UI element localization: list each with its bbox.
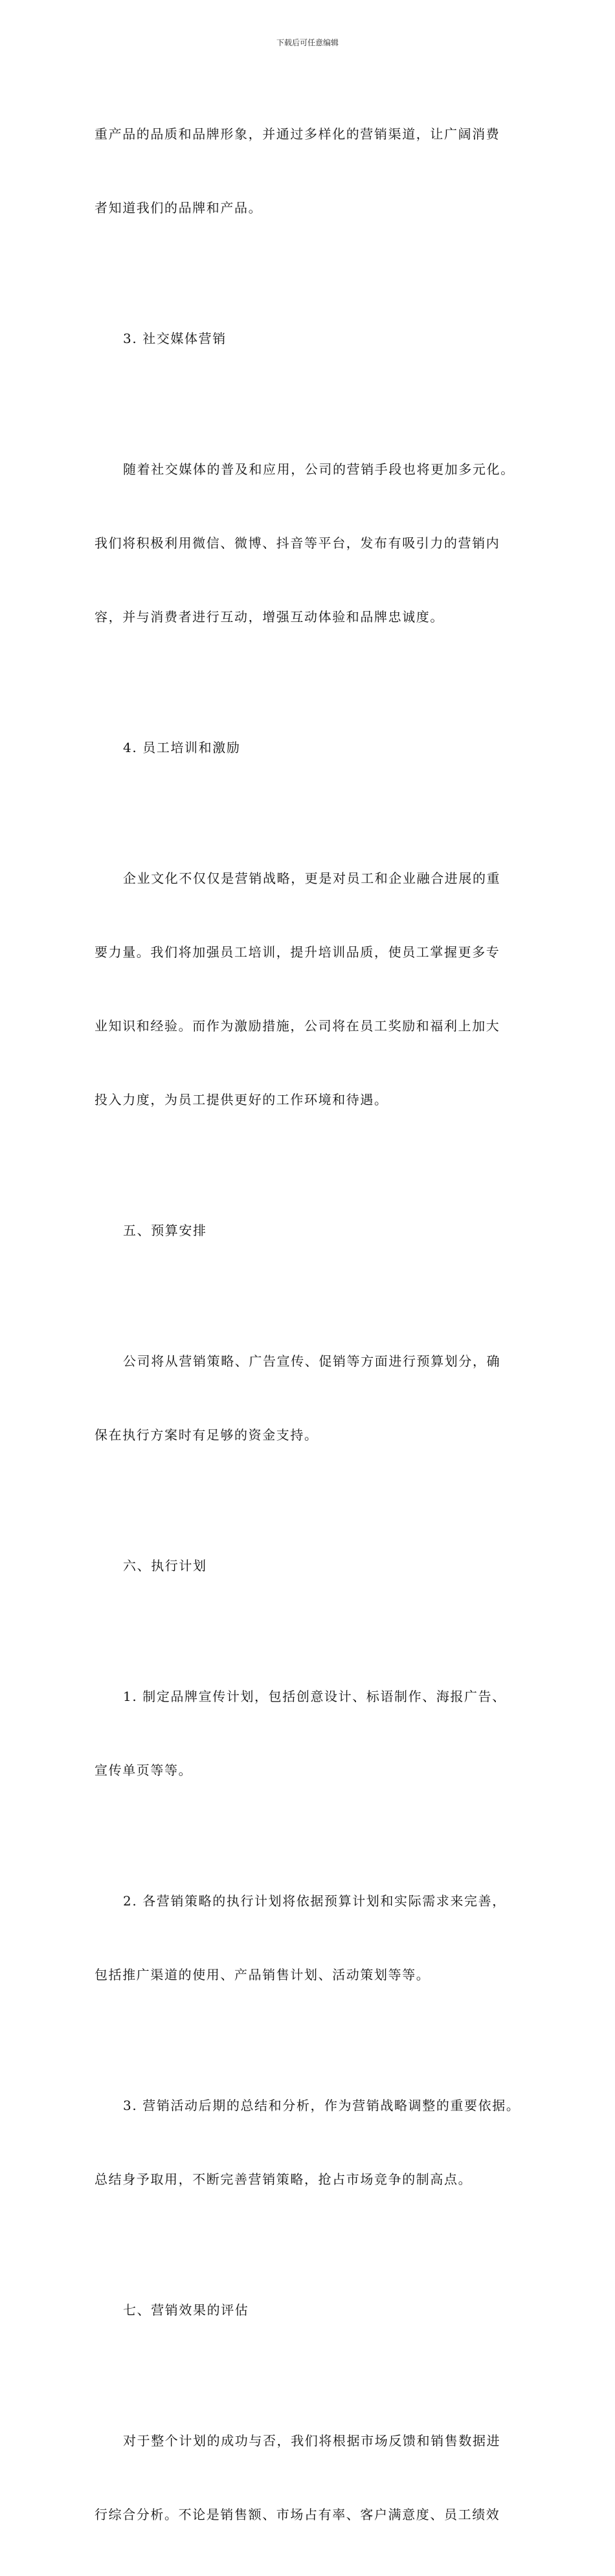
text-line: 容，并与消费者进行互动，增强互动体验和品牌忠诚度。 [95, 609, 444, 625]
section-heading [95, 1504, 528, 1627]
text-line: 对于整个计划的成功与否，我们将根据市场反馈和销售数据进 [123, 2433, 501, 2448]
heading-text: 五、预算安排 [123, 1223, 207, 1238]
heading-text: 七、营销效果的评估 [123, 2302, 249, 2318]
paragraph [95, 1300, 528, 1496]
text-line: 我们将积极利用微信、微博、抖音等平台，发布有吸引力的营销内 [95, 535, 500, 551]
text-line: 行综合分析。不论是销售额、市场占有率、客户满意度、员工绩效 [95, 2507, 500, 2522]
text-line: 者知道我们的品牌和产品。 [95, 200, 263, 216]
text-line: 公司将从营销策略、广告宣传、促销等方面进行预算划分，确 [123, 1353, 501, 1369]
heading-text: 3. 社交媒体营销 [123, 331, 227, 346]
section-heading [95, 686, 528, 809]
paragraph [95, 2044, 528, 2241]
paragraph [95, 1839, 528, 2036]
section-heading [95, 1169, 528, 1292]
text-line: 重产品的品质和品牌形象，并通过多样化的营销渠道，让广阔消费 [95, 126, 500, 142]
paragraph [95, 1635, 528, 1832]
paragraph [95, 72, 528, 269]
section-heading [95, 277, 528, 400]
heading-text: 六、执行计划 [123, 1558, 207, 1573]
text-line: 3. 营销活动后期的总结和分析，作为营销战略调整的重要依据。 [123, 2098, 520, 2113]
text-line: 业知识和经验。而作为激励措施，公司将在员工奖励和福利上加大 [95, 1018, 500, 1034]
paragraph [95, 817, 528, 1161]
text-line: 1. 制定品牌宣传计划，包括创意设计、标语制作、海报广告、 [123, 1689, 506, 1704]
text-line: 2. 各营销策略的执行计划将依据预算计划和实际需求来完善， [123, 1893, 506, 1909]
text-line: 总结身予取用，不断完善营销策略，抢占市场竞争的制高点。 [95, 2171, 473, 2187]
paragraph [95, 408, 528, 678]
text-line: 企业文化不仅仅是营销战略，更是对员工和企业融合进展的重 [123, 871, 501, 886]
text-line: 宣传单页等等。 [95, 1762, 193, 1778]
text-line: 要力量。我们将加强员工培训，提升培训品质，使员工掌握更多专 [95, 944, 500, 960]
text-line: 保在执行方案时有足够的资金支持。 [95, 1427, 319, 1443]
page-header-watermark: 下载后可任意编辑 [276, 38, 339, 47]
text-line: 投入力度，为员工提供更好的工作环境和待遇。 [95, 1092, 388, 1107]
heading-text: 4. 员工培训和激励 [123, 740, 241, 755]
text-line: 包括推广渠道的使用、产品销售计划、活动策划等等。 [95, 1967, 430, 1982]
paragraph [95, 2379, 528, 2576]
section-heading [95, 2248, 528, 2371]
document-body [95, 72, 528, 2576]
text-line: 随着社交媒体的普及和应用，公司的营销手段也将更加多元化。 [123, 461, 515, 477]
